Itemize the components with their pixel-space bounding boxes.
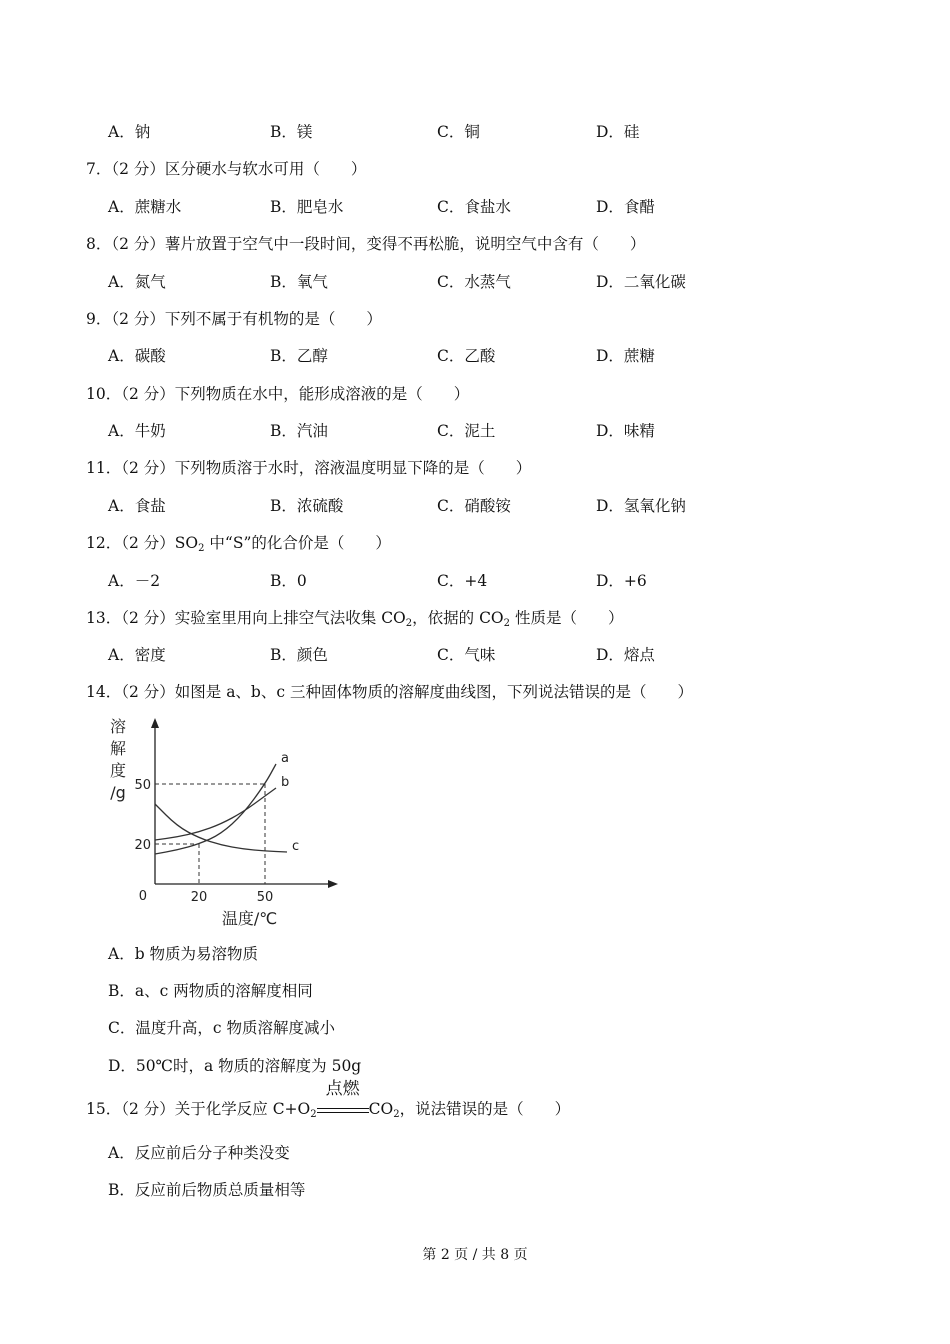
y-axis-label-char: 溶 xyxy=(109,717,127,736)
y-axis-arrow xyxy=(151,718,159,728)
chart-guides xyxy=(155,784,265,884)
q13-stem: 13．（2 分）实验室里用向上排空气法收集 $CO_2$，依据的 $CO_2$ 性质是（ ） xyxy=(86,609,624,629)
q11-option-b: B．浓硫酸 xyxy=(270,497,344,515)
q14-stem: 14．（2 分）如图是 a、b、c 三种固体物质的溶解度曲线图，下列说法错误的是（ ） xyxy=(86,683,693,701)
page-footer: 第 2 页 / 共 8 页 xyxy=(422,1247,528,1263)
q13-option-c: C．气味 xyxy=(437,646,496,664)
q14-option-d: D．50℃时，a 物质的溶解度为 50g xyxy=(108,1057,362,1075)
q8-stem: 8．（2 分）薯片放置于空气中一段时间，变得不再松脆，说明空气中含有（ ） xyxy=(86,235,646,253)
q9-option-a: A．碳酸 xyxy=(108,347,166,365)
chart-labels xyxy=(110,717,299,928)
y-axis-label-char: 度 xyxy=(109,761,127,780)
q7-option-a: A．蔗糖水 xyxy=(108,198,182,216)
series-c-curve xyxy=(155,804,287,852)
q6-option-b: B．镁 xyxy=(270,123,313,141)
q6-option-c: C．铜 xyxy=(437,123,480,141)
chart-series xyxy=(155,764,290,854)
reaction-condition: 点燃 xyxy=(325,1079,360,1099)
x-axis-label: 温度/℃ xyxy=(221,909,278,928)
q9-option-d: D．蔗糖 xyxy=(596,347,655,365)
q12-option-c: C．+4 xyxy=(437,572,488,590)
series-a-curve xyxy=(155,764,276,854)
x-tick-50: 50 xyxy=(256,890,274,905)
q15-option-a: A．反应前后分子种类没变 xyxy=(108,1144,290,1162)
q7-stem: 7．（2 分）区分硬水与软水可用（ ） xyxy=(86,160,367,178)
y-tick-50: 50 xyxy=(134,778,151,793)
q9-option-b: B．乙醇 xyxy=(270,347,328,365)
q10-stem: 10．（2 分）下列物质在水中，能形成溶液的是（ ） xyxy=(86,385,470,403)
q14-option-c: C．温度升高，c 物质溶解度减小 xyxy=(108,1019,335,1037)
q12-stem: 12．（2 分）$SO_2$ 中“S”的化合价是（ ） xyxy=(86,534,391,554)
reaction-arrow xyxy=(317,1079,369,1119)
q10-option-d: D．味精 xyxy=(596,422,655,440)
q10-option-b: B．汽油 xyxy=(270,422,328,440)
q13-option-d: D．熔点 xyxy=(596,646,655,664)
q12-option-d: D．+6 xyxy=(596,572,647,590)
x-tick-20: 20 xyxy=(190,890,208,905)
q8-option-b: B．氧气 xyxy=(270,273,328,291)
q9-option-c: C．乙酸 xyxy=(437,347,496,365)
series-c-label: c xyxy=(292,839,300,854)
q7-option-b: B．肥皂水 xyxy=(270,198,344,216)
q14-option-b: B．a、c 两物质的溶解度相同 xyxy=(108,982,313,1000)
origin-label: 0 xyxy=(138,889,147,904)
q11-option-d: D．氢氧化钠 xyxy=(596,497,686,515)
q8-option-c: C．水蒸气 xyxy=(437,273,511,291)
q12-option-a: A．－2 xyxy=(108,572,161,590)
q11-option-c: C．硝酸铵 xyxy=(437,497,511,515)
y-tick-20: 20 xyxy=(134,838,151,853)
q13-option-a: A．密度 xyxy=(108,646,166,664)
series-a-label: a xyxy=(281,751,289,766)
q12-option-b: B．0 xyxy=(270,572,307,590)
solubility-chart xyxy=(100,712,360,932)
q15-option-b: B．反应前后物质总质量相等 xyxy=(108,1181,306,1199)
chart-axes xyxy=(151,718,338,888)
q8-option-a: A．氮气 xyxy=(108,273,166,291)
y-axis-label-char: /g xyxy=(110,783,126,802)
q11-stem: 11．（2 分）下列物质溶于水时，溶液温度明显下降的是（ ） xyxy=(86,459,532,477)
q13-option-b: B．颜色 xyxy=(270,646,328,664)
q6-option-d: D．硅 xyxy=(596,123,640,141)
q7-option-d: D．食醋 xyxy=(596,198,655,216)
series-b-label: b xyxy=(281,775,290,790)
q8-option-d: D．二氧化碳 xyxy=(596,273,686,291)
q15-stem: 15．（2 分）关于化学反应 $C+O_2$ 点燃 $CO_2$，说法错误的是（ ） xyxy=(86,1079,571,1120)
q10-option-c: C．泥土 xyxy=(437,422,496,440)
q14-option-a: A．b 物质为易溶物质 xyxy=(108,945,259,963)
series-b-curve xyxy=(155,788,276,840)
q11-option-a: A．食盐 xyxy=(108,497,166,515)
q7-option-c: C．食盐水 xyxy=(437,198,511,216)
q6-option-a: A．钠 xyxy=(108,123,151,141)
x-axis-arrow xyxy=(328,880,338,888)
y-axis-label-char: 解 xyxy=(109,739,127,758)
q10-option-a: A．牛奶 xyxy=(108,422,166,440)
q9-stem: 9．（2 分）下列不属于有机物的是（ ） xyxy=(86,310,382,328)
